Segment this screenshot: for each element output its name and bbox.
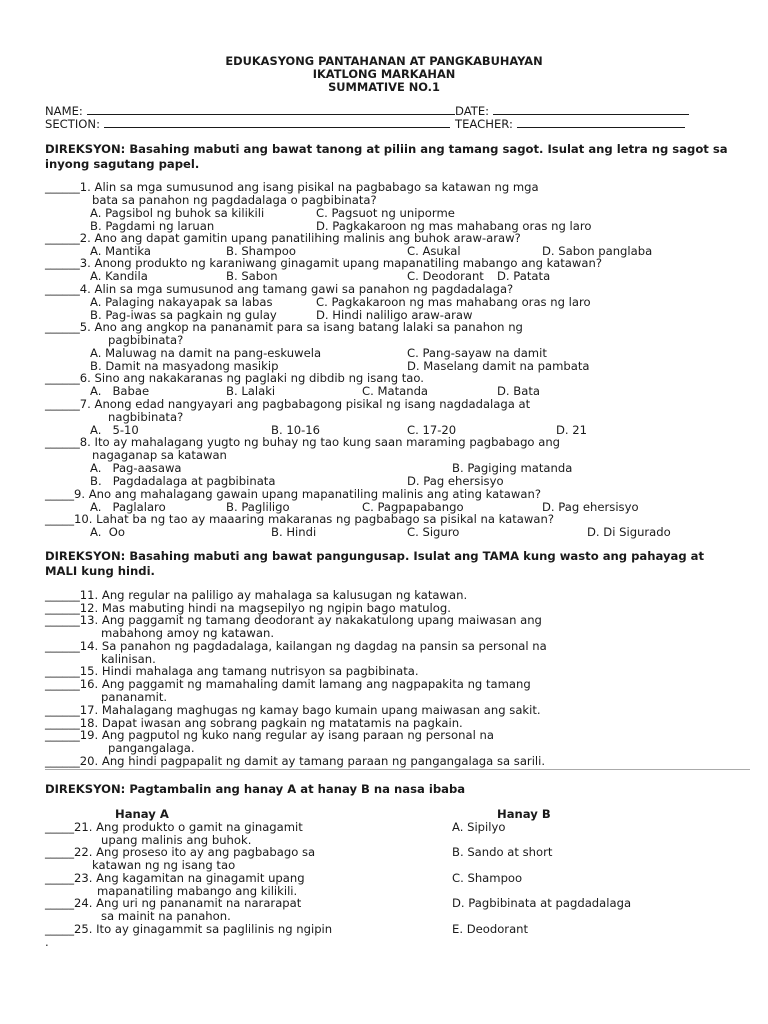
statement-20: ______20. Ang hindi pagpapalit ng damit ay tamang paraan ng pangangalaga sa sarili. [45, 754, 546, 768]
header-summative: SUMMATIVE NO.1 [328, 80, 440, 94]
question-1: ______1. Alin sa mga sumusunod ang isang pisikal na pagbabago sa katawan ng mga [45, 180, 539, 194]
statement-16-cont: pananamit. [101, 690, 168, 704]
q7-choice-b: B. 10-16 [271, 423, 321, 437]
hanay-b-e: E. Deodorant [452, 922, 529, 936]
question-5: ______5. Ano ang angkop na pananamit para sa isang batang lalaki sa panahon ng [45, 320, 523, 334]
match-21: _____21. Ang produkto o gamit na ginagamit [45, 820, 303, 834]
q7-choice-c: C. 17-20 [407, 423, 457, 437]
question-2: ______2. Ano ang dapat gamitin upang panatilihing malinis ang buhok araw-araw? [45, 231, 521, 245]
header-subject: EDUKASYONG PANTAHANAN AT PANGKABUHAYAN [225, 54, 543, 68]
q8-choice-b: B. Pagiging matanda [452, 461, 573, 475]
question-3: ______3. Anong produkto ng karaniwang ginagamit upang mapanatiling mabango ang katawan? [45, 256, 602, 270]
match-21-cont: upang malinis ang buhok. [101, 833, 252, 847]
statement-13-cont: mabahong amoy ng katawan. [101, 626, 275, 640]
end-mark: . [45, 935, 49, 949]
date-field[interactable]: DATE: [455, 104, 689, 118]
statement-18: ______18. Dapat iwasan ang sobrang pagkain ng matatamis na pagkain. [45, 716, 463, 730]
hanay-b-a: A. Sipilyo [452, 820, 506, 834]
q4-choice-b: B. Pag-iwas sa pagkain ng gulay [90, 308, 277, 322]
q3-choice-a: A. Kandila [90, 269, 148, 283]
section-field[interactable]: SECTION: [45, 117, 450, 131]
q5-choice-c: C. Pang-sayaw na damit [407, 346, 547, 360]
q1-choice-d: D. Pagkakaroon ng mas mahabang oras ng laro [316, 219, 592, 233]
hanay-b-b: B. Sando at short [452, 845, 553, 859]
q5-choice-b: B. Damit na masyadong masikip [90, 359, 279, 373]
q2-choice-b: B. Shampoo [226, 244, 296, 258]
question-9: _____9. Ano ang mahalagang gawain upang mapanatiling malinis ang ating katawan? [45, 487, 541, 501]
question-5-cont: pagbibinata? [108, 333, 184, 347]
question-7: ______7. Anong edad nangyayari ang pagbabagong pisikal ng isang nagdadalaga at [45, 397, 531, 411]
teacher-field[interactable]: TEACHER: [455, 117, 685, 131]
q5-choice-d: D. Maselang damit na pambata [407, 359, 590, 373]
q9-choice-b: B. Pagliligo [226, 500, 290, 514]
match-23-cont: mapanatiling mabango ang kilikili. [97, 884, 298, 898]
section-divider [45, 769, 750, 770]
question-4: ______4. Alin sa mga sumusunod ang tamang gawi sa panahon ng pagdadalaga? [45, 282, 514, 296]
name-field[interactable]: NAME: [45, 104, 455, 118]
q1-choice-c: C. Pagsuot ng uniporme [316, 206, 455, 220]
q6-choice-d: D. Bata [497, 384, 541, 398]
hanay-a-heading: Hanay A [115, 807, 169, 821]
statement-12: ______12. Mas mabuting hindi na magsepilyo ng ngipin bago matulog. [45, 601, 451, 615]
q2-choice-d: D. Sabon panglaba [542, 244, 653, 258]
q4-choice-a: A. Palaging nakayapak sa labas [90, 295, 273, 309]
statement-16: ______16. Ang paggamit ng mamahaling damit lamang ang nagpapakita ng tamang [45, 677, 531, 691]
question-10: _____10. Lahat ba ng tao ay maaaring makaranas ng pagbabago sa pisikal na katawan? [45, 512, 554, 526]
statement-19-cont: pangangalaga. [108, 741, 195, 755]
q8-choice-d: D. Pag ehersisyo [407, 474, 504, 488]
statement-14: ______14. Sa panahon ng pagdadalaga, kailangan ng dagdag na pansin sa personal na [45, 639, 547, 653]
q6-choice-c: C. Matanda [362, 384, 429, 398]
match-24: _____24. Ang uri ng pananamit na nararapat [45, 896, 302, 910]
question-8-cont: nagaganap sa katawan [92, 448, 227, 462]
q7-choice-a: A. 5-10 [90, 423, 139, 437]
q3-choice-c: C. Deodorant [407, 269, 484, 283]
match-22-cont: katawan ng ng isang tao [92, 858, 236, 872]
q3-choice-b: B. Sabon [226, 269, 278, 283]
question-7-cont: nagbibinata? [108, 410, 184, 424]
q3-choice-d: D. Patata [497, 269, 551, 283]
q6-choice-b: B. Lalaki [226, 384, 276, 398]
q5-choice-a: A. Maluwag na damit na pang-eskuwela [90, 346, 322, 360]
q6-choice-a: A. Babae [90, 384, 150, 398]
statement-14-cont: kalinisan. [101, 652, 156, 666]
q1-choice-a: A. Pagsibol ng buhok sa kilikili [90, 206, 265, 220]
q4-choice-c: C. Pagkakaroon ng mas mahabang oras ng laro [316, 295, 591, 309]
q9-choice-c: C. Pagpapabango [362, 500, 464, 514]
q8-choice-a: A. Pag-aasawa [90, 461, 182, 475]
q8-choice-c: B. Pagdadalaga at pagbibinata [90, 474, 276, 488]
match-22: _____22. Ang proseso ito ay ang pagbabago sa [45, 845, 316, 859]
statement-11: ______11. Ang regular na paliligo ay mahalaga sa kalusugan ng katawan. [45, 588, 468, 602]
direction-part3: DIREKSYON: Pagtambalin ang hanay A at hanay B na nasa ibaba [45, 782, 466, 796]
q9-choice-d: D. Pag ehersisyo [542, 500, 639, 514]
question-8: ______8. Ito ay mahalagang yugto ng buhay ng tao kung saan maraming pagbabago ang [45, 435, 561, 449]
q9-choice-a: A. Paglalaro [90, 500, 166, 514]
question-6: ______6. Sino ang nakakaranas ng paglaki ng dibdib ng isang tao. [45, 371, 424, 385]
match-24-cont: sa mainit na panahon. [101, 909, 231, 923]
q2-choice-a: A. Mantika [90, 244, 151, 258]
match-25: _____25. Ito ay ginagammit sa paglilinis ng ngipin [45, 922, 333, 936]
header-quarter: IKATLONG MARKAHAN [312, 67, 456, 81]
q10-choice-c: C. Siguro [407, 525, 460, 539]
statement-19: ______19. Ang pagputol ng kuko nang regular ay isang paraan ng personal na [45, 728, 494, 742]
hanay-b-c: C. Shampoo [452, 871, 523, 885]
hanay-b-d: D. Pagbibinata at pagdadalaga [452, 896, 632, 910]
hanay-b-heading: Hanay B [497, 807, 551, 821]
q10-choice-d: D. Di Sigurado [587, 525, 671, 539]
direction-part1: DIREKSYON: Basahing mabuti ang bawat tanong at piliin ang tamang sagot. Isulat ang letra ng sagot sa inyong sagutang papel. [45, 142, 728, 171]
match-23: _____23. Ang kagamitan na ginagamit upang [45, 871, 305, 885]
q7-choice-d: D. 21 [556, 423, 588, 437]
question-1-cont: bata sa panahon ng pagdadalaga o pagbibinata? [92, 193, 377, 207]
q4-choice-d: D. Hindi naliligo araw-araw [316, 308, 473, 322]
statement-17: ______17. Mahalagang maghugas ng kamay bago kumain upang maiwasan ang sakit. [45, 703, 541, 717]
q1-choice-b: B. Pagdami ng laruan [90, 219, 215, 233]
q10-choice-a: A. Oo [90, 525, 126, 539]
q2-choice-c: C. Asukal [407, 244, 461, 258]
direction-part2: DIREKSYON: Basahing mabuti ang bawat pangungusap. Isulat ang TAMA kung wasto ang pahayag at MALI kung hindi. [45, 549, 705, 578]
q10-choice-b: B. Hindi [271, 525, 317, 539]
statement-15: ______15. Hindi mahalaga ang tamang nutrisyon sa pagbibinata. [45, 664, 419, 678]
statement-13: ______13. Ang paggamit ng tamang deodorant ay nakakatulong upang maiwasan ang [45, 613, 542, 627]
